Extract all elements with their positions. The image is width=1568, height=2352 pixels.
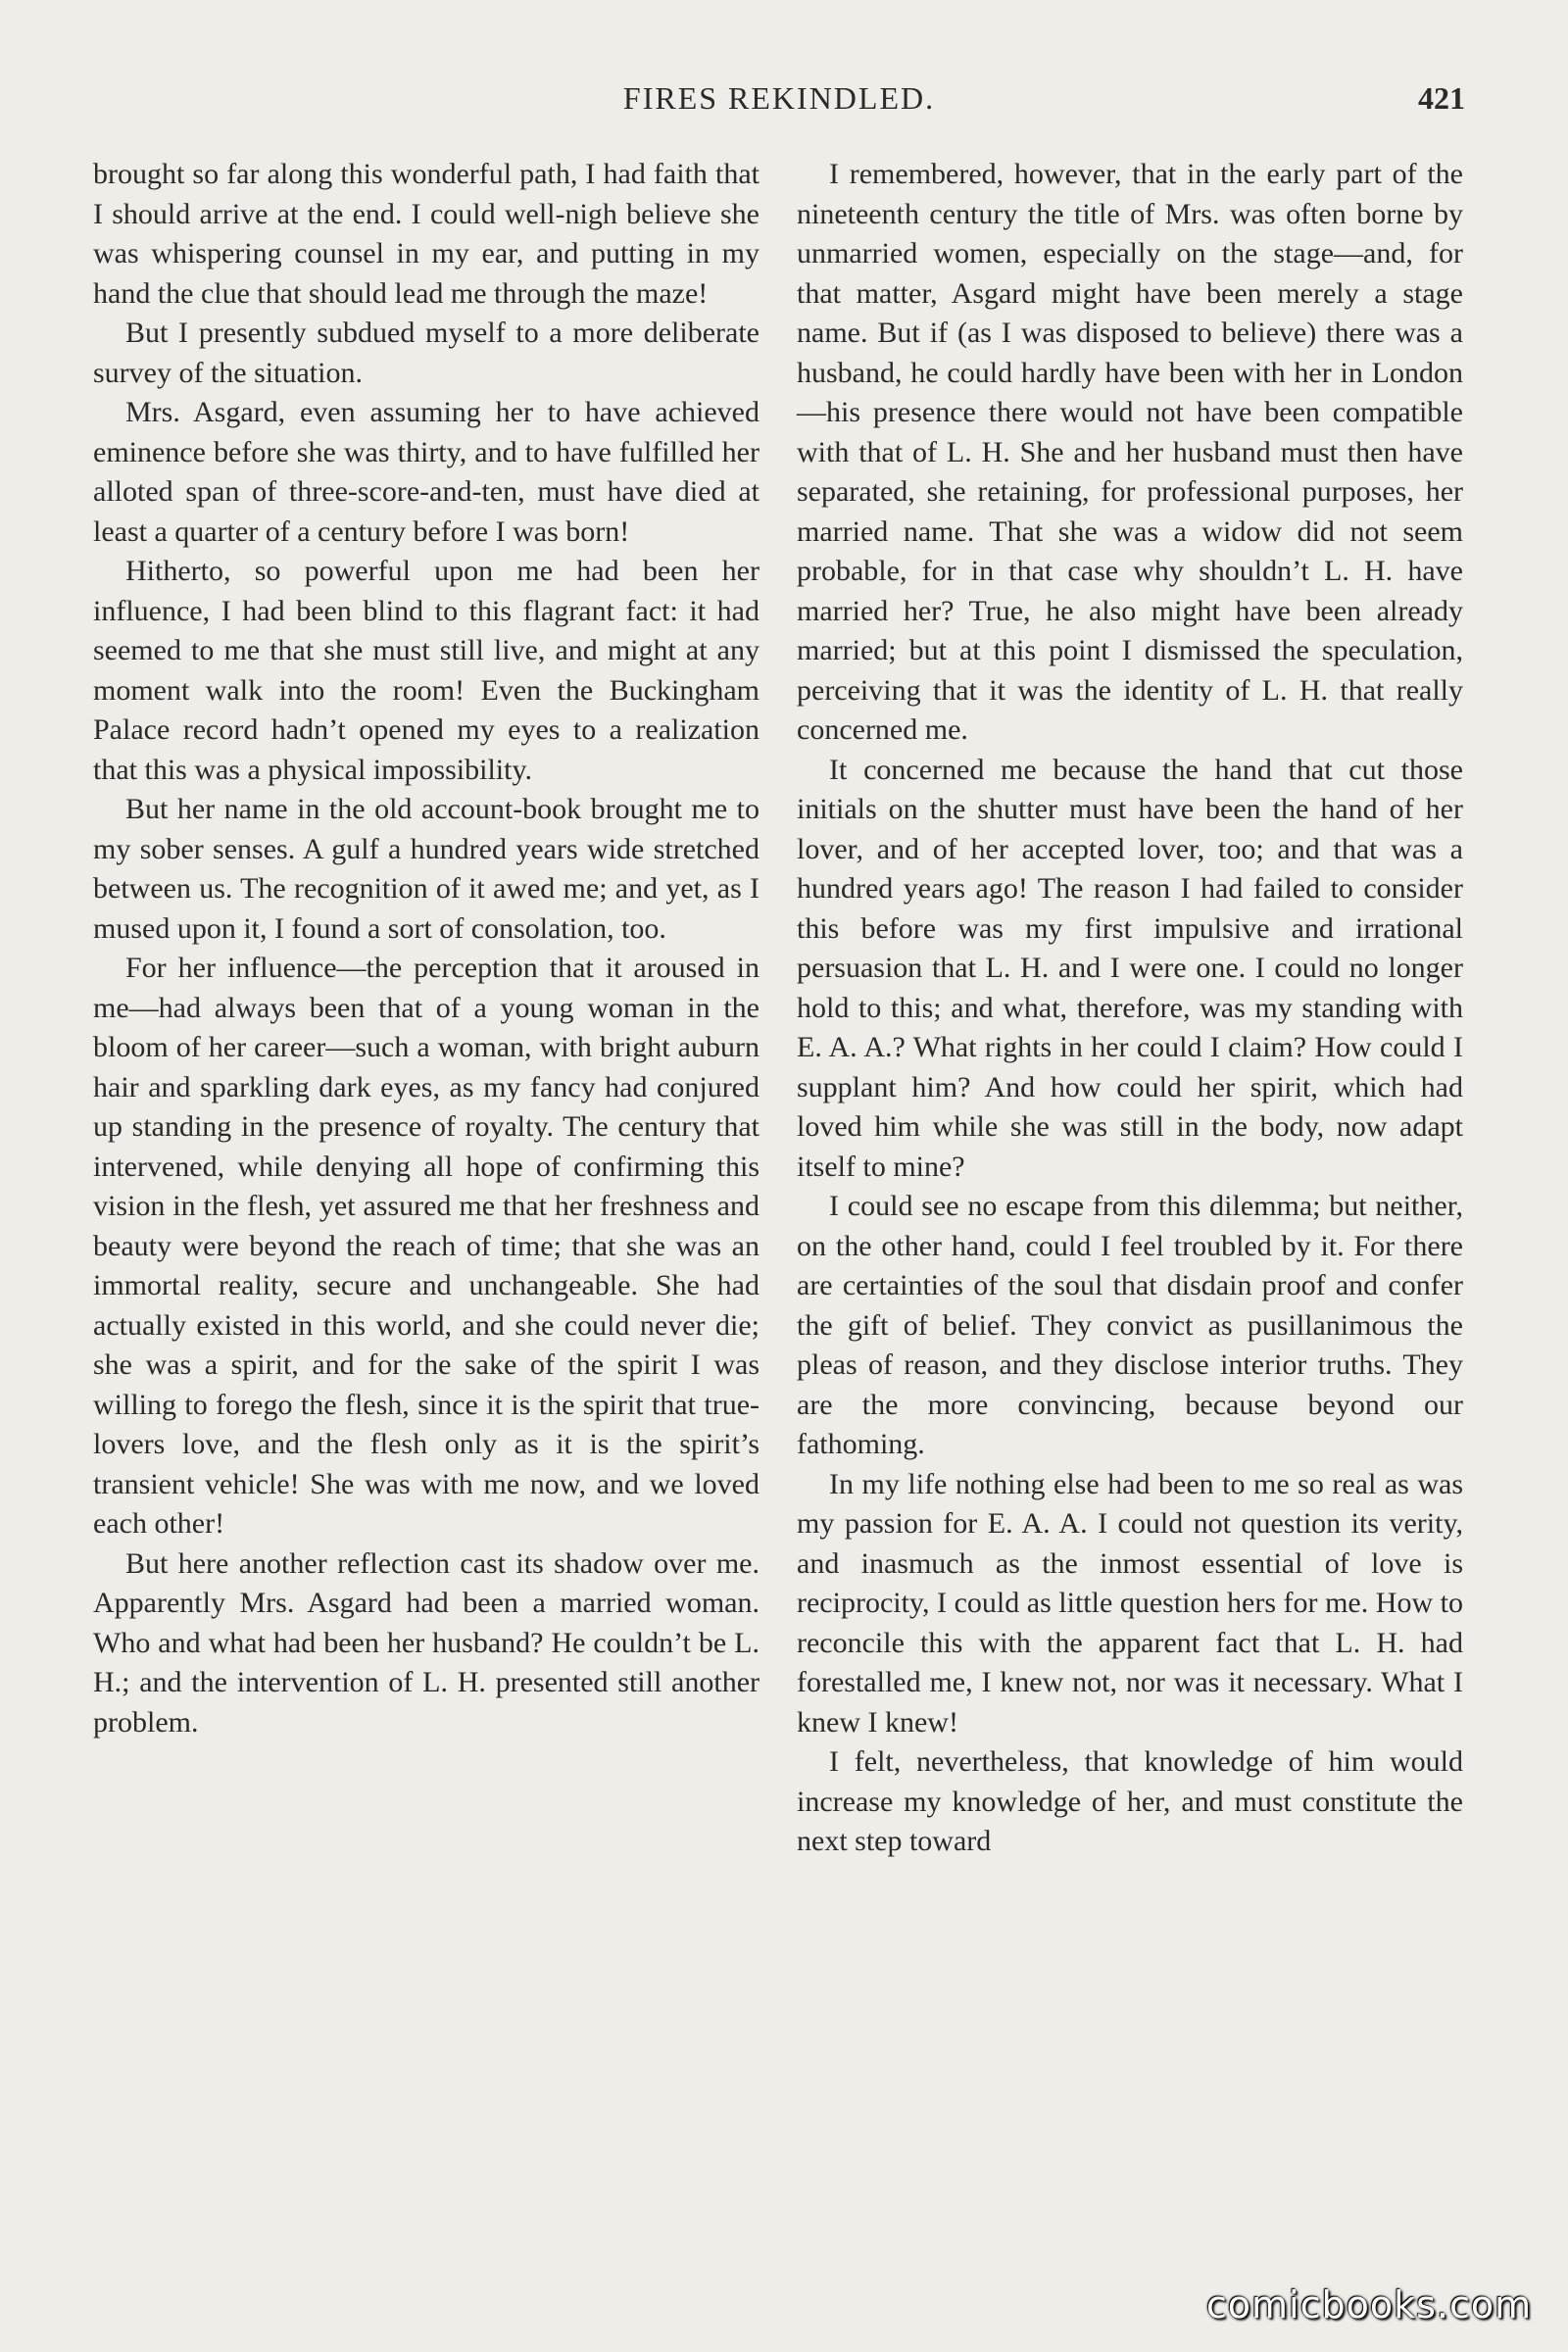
running-title: FIRES REKINDLED.	[622, 80, 936, 116]
paragraph: In my life nothing else had been to me so real as was my passion for E. A. A. I could not question its verity, and inasmuch as the inmost essential of love is reciprocity, I could as little question hers for me. How to reconcile this with the apparent fact that L. H. had forestalled me, I knew not, nor was it necessary. What I knew I knew!	[797, 1467, 1463, 1739]
paragraph: For her influence—the perception that it aroused in me—had always been that of a young woman in the bloom of her career—such a woman, with bright auburn hair and sparkling dark eyes, as my fancy had conjured up standing in the presence of royalty. The century that intervened, while denying all hope of confirming this vision in the flesh, yet assured me that her freshness and beauty were beyond the reach of time; that she was an immortal reality, secure and unchangeable. She had actually existed in this world, and she could never die; she was a spirit, and for the sake of the spirit I was willing to forego the flesh, since it is the spirit that true-lovers love, and the flesh only as it is the spirit’s transient vehicle! She was with me now, and we loved each other!	[93, 952, 760, 1540]
paragraph: But I presently subdued myself to a more deliberate survey of the situation.	[93, 317, 760, 389]
paragraph: Mrs. Asgard, even assuming her to have achieved eminence before she was thirty, and to have fulfilled her alloted span of three-score-and-ten, must have died at least a quarter of a century before I was born!	[93, 396, 760, 548]
paragraph: But here another reflection cast its shadow over me. Apparently Mrs. Asgard had been a married woman. Who and what had been her husband? He couldn’t be L. H.; and the intervention of L. H. presented still another problem.	[93, 1546, 760, 1739]
site-watermark: comicbooks.com	[1205, 2283, 1533, 2327]
right-column	[797, 155, 1463, 1862]
paragraph: I remembered, however, that in the early part of the nineteenth century the title of Mrs. was often borne by unmarried women, especially on the stage—and, for that matter, Asgard might have been merely a stage name. But if (as I was disposed to believe) there was a husband, he could hardly have been with her in London—his presence there would not have been compatible with that of L. H. She and her husband must then have separated, she retaining, for professional purposes, her married name. That she was a widow did not seem probable, for in that case why shouldn’t L. H. have married her? True, he also might have been already married; but at this point I dismissed the speculation, perceiving that it was the identity of L. H. that really concerned me.	[797, 158, 1463, 746]
left-column	[93, 155, 760, 1742]
paragraph: But her name in the old account-book brought me to my sober senses. A gulf a hundred years wide stretched between us. The recognition of it awed me; and yet, as I mused upon it, I found a sort of consolation, too.	[93, 793, 760, 945]
page-header	[93, 80, 1465, 129]
text-columns	[93, 155, 1465, 2262]
paragraph: I could see no escape from this dilemma; but neither, on the other hand, could I feel troubled by it. For there are certainties of the soul that disdain proof and confer the gift of belief. They convict as pusillanimous the pleas of reason, and they disclose interior truths. They are the more convincing, because beyond our fathoming.	[797, 1190, 1463, 1460]
paragraph: Hitherto, so powerful upon me had been her influence, I had been blind to this flagrant fact: it had seemed to me that she must still live, and might at any moment walk into the room! Even the Buckingham Palace record hadn’t opened my eyes to a realization that this was a physical impossibility.	[93, 555, 760, 786]
paragraph: I felt, nevertheless, that knowledge of him would increase my knowledge of her, and must constitute the next step toward	[797, 1745, 1463, 1857]
page-number: 421	[1418, 80, 1465, 116]
paragraph: It concerned me because the hand that cut those initials on the shutter must have been the hand of her lover, and of her accepted lover, too; and that was a hundred years ago! The reason I had failed to consider this before was my first impulsive and irrational persuasion that L. H. and I were one. I could no longer hold to this; and what, therefore, was my standing with E. A. A.? What rights in her could I claim? How could I supplant him? And how could her spirit, which had loved him while she was still in the body, now adapt itself to mine?	[797, 753, 1463, 1183]
paragraph: brought so far along this wonderful path, I had faith that I should arrive at the end. I could well-nigh believe she was whispering counsel in my ear, and putting in my hand the clue that should lead me through the maze!	[93, 158, 760, 310]
